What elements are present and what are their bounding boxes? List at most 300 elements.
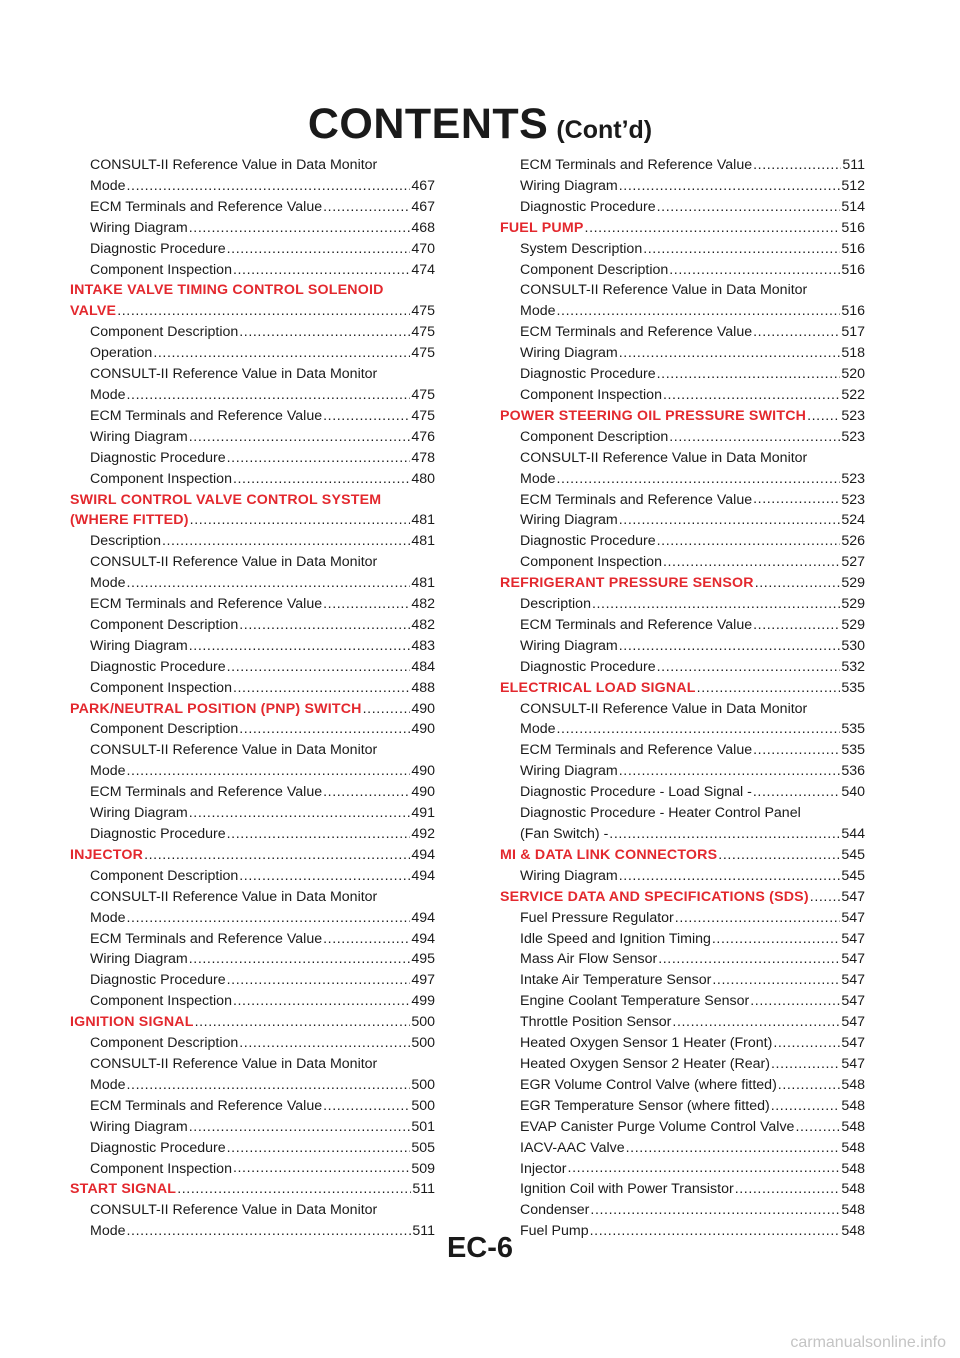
toc-entry-label: Component Inspection <box>90 993 232 1010</box>
toc-entry-label: INTAKE VALVE TIMING CONTROL SOLENOID <box>70 282 384 299</box>
dot-leader <box>619 866 841 887</box>
toc-entry-label: Diagnostic Procedure <box>90 972 226 989</box>
toc-entry-label: Fuel Pressure Regulator <box>520 909 674 926</box>
toc-entry-label: CONSULT-II Reference Value in Data Monitor <box>90 742 378 759</box>
toc-entry-label: CONSULT-II Reference Value in Data Monitor <box>90 157 378 173</box>
dot-leader <box>773 1033 840 1054</box>
toc-entry[interactable] <box>70 197 435 218</box>
toc-entry[interactable] <box>70 615 435 636</box>
toc-entry-label: Wiring Diagram <box>520 637 618 654</box>
toc-entry[interactable] <box>70 970 435 991</box>
toc-entry-page: 527 <box>841 554 865 571</box>
dot-leader <box>753 740 840 761</box>
toc-entry-label: Ignition Coil with Power Transistor <box>520 1181 734 1198</box>
toc-entry-label: CONSULT-II Reference Value in Data Monitor <box>90 366 378 383</box>
dot-leader <box>189 1117 411 1138</box>
toc-entry[interactable] <box>70 1200 435 1221</box>
toc-entry[interactable] <box>500 657 865 678</box>
toc-entry-label: ECM Terminals and Reference Value <box>520 491 753 508</box>
dot-leader <box>619 636 841 657</box>
toc-entry[interactable] <box>70 1096 435 1117</box>
toc-entry[interactable] <box>70 176 435 197</box>
toc-entry[interactable] <box>500 176 865 197</box>
toc-entry[interactable] <box>500 427 865 448</box>
dot-leader <box>750 991 840 1012</box>
toc-entry-label: SWIRL CONTROL VALVE CONTROL SYSTEM <box>70 491 382 508</box>
dot-leader <box>162 531 410 552</box>
toc-entry-page: 494 <box>411 930 435 947</box>
toc-entry[interactable] <box>70 1033 435 1054</box>
toc-entry-label: VALVE <box>70 303 117 320</box>
toc-entry-label: Diagnostic Procedure <box>90 240 226 257</box>
toc-entry-label: Mode <box>90 763 126 780</box>
toc-entry-label: CONSULT-II Reference Value in Data Monitor <box>520 282 808 299</box>
toc-entry-page: 490 <box>411 784 435 801</box>
toc-entry-page: 545 <box>841 846 865 863</box>
page-title <box>0 100 960 149</box>
toc-entry[interactable] <box>500 301 865 322</box>
toc-entry[interactable] <box>70 1054 435 1075</box>
toc-entry[interactable] <box>70 239 435 260</box>
toc-entry-page: 468 <box>411 219 435 236</box>
toc-entry-page: 548 <box>841 1181 865 1198</box>
dot-leader <box>669 260 840 281</box>
toc-entry[interactable] <box>500 280 865 301</box>
toc-entry-page: 475 <box>411 407 435 424</box>
toc-entry-page: 476 <box>411 428 435 445</box>
toc-entry[interactable] <box>500 155 865 176</box>
toc-entry[interactable] <box>500 636 865 657</box>
toc-entry-page: 522 <box>841 386 865 403</box>
toc-entry-page: 547 <box>841 909 865 926</box>
toc-entry[interactable] <box>500 531 865 552</box>
toc-entry[interactable] <box>70 343 435 364</box>
dot-leader <box>127 573 411 594</box>
toc-entry-label: Component Inspection <box>520 554 662 571</box>
toc-entry-label: CONSULT-II Reference Value in Data Monitor <box>90 554 378 571</box>
toc-entry-label: ECM Terminals and Reference Value <box>520 616 753 633</box>
toc-entry-label: CONSULT-II Reference Value in Data Monitor <box>90 888 378 905</box>
dot-leader <box>189 218 411 239</box>
toc-entry[interactable] <box>70 594 435 615</box>
toc-entry-page: 545 <box>841 867 865 884</box>
dot-leader <box>117 301 410 322</box>
toc-entry-label: Component Description <box>90 616 239 633</box>
toc-entry-label: EVAP Canister Purge Volume Control Valve <box>520 1118 795 1135</box>
toc-entry-page: 517 <box>841 324 865 341</box>
toc-entry-label: Diagnostic Procedure <box>520 366 656 383</box>
toc-entry[interactable] <box>70 1159 435 1180</box>
dot-leader <box>323 1096 410 1117</box>
toc-entry-label: Diagnostic Procedure - Heater Control Panel <box>520 805 801 822</box>
dot-leader <box>363 699 411 720</box>
toc-entry[interactable] <box>70 678 435 699</box>
dot-leader <box>177 1179 411 1200</box>
toc-entry[interactable] <box>500 740 865 761</box>
toc-entry[interactable] <box>500 991 865 1012</box>
toc-entry[interactable] <box>70 552 435 573</box>
toc-entry-label: ECM Terminals and Reference Value <box>90 1097 323 1114</box>
toc-entry[interactable] <box>70 1138 435 1159</box>
toc-entry-label: Wiring Diagram <box>90 219 188 236</box>
dot-leader <box>585 218 841 239</box>
toc-entry-label: FUEL PUMP <box>500 219 584 236</box>
toc-entry-page: 467 <box>411 177 435 194</box>
toc-entry-label: Wiring Diagram <box>90 428 188 445</box>
toc-entry-page: 495 <box>411 951 435 968</box>
dot-leader <box>657 531 841 552</box>
toc-entry[interactable] <box>500 510 865 531</box>
dot-leader <box>323 594 410 615</box>
toc-entry[interactable] <box>500 970 865 991</box>
toc-entry-page: 547 <box>841 993 865 1010</box>
toc-entry[interactable] <box>70 866 435 887</box>
title-subtitle: (Cont’d) <box>556 116 653 144</box>
toc-entry-page: 540 <box>841 784 865 801</box>
toc-entry-page: 548 <box>841 1139 865 1156</box>
toc-entry-label: Mode <box>520 470 556 487</box>
toc-entry-page: 475 <box>411 303 435 320</box>
toc-entry-page: 535 <box>841 721 865 738</box>
toc-entry-label: Wiring Diagram <box>520 763 618 780</box>
page-number: EC-6 <box>446 1232 514 1264</box>
toc-entry[interactable] <box>70 448 435 469</box>
toc-entry[interactable] <box>70 657 435 678</box>
toc-entry-label: Diagnostic Procedure <box>520 658 656 675</box>
dot-leader <box>239 1033 410 1054</box>
dot-leader <box>643 239 840 260</box>
dot-leader <box>144 845 410 866</box>
dot-leader <box>753 615 840 636</box>
toc-entry[interactable] <box>500 260 865 281</box>
toc-entry[interactable] <box>500 929 865 950</box>
toc-section-entry[interactable] <box>500 887 865 908</box>
dot-leader <box>227 1138 411 1159</box>
dot-leader <box>190 510 411 531</box>
toc-entry-label: Component Description <box>520 428 669 445</box>
toc-column-right <box>500 155 865 1242</box>
toc-entry-page: 520 <box>841 366 865 383</box>
toc-entry[interactable] <box>500 385 865 406</box>
toc-entry-page: 548 <box>841 1097 865 1114</box>
toc-entry[interactable] <box>500 239 865 260</box>
dot-leader <box>233 678 410 699</box>
toc-entry-page: 467 <box>411 198 435 215</box>
toc-entry-page: 548 <box>841 1160 865 1177</box>
toc-section-entry[interactable] <box>70 301 435 322</box>
toc-entry-label: EGR Volume Control Valve (where fitted) <box>520 1076 777 1093</box>
toc-entry[interactable] <box>70 1117 435 1138</box>
toc-entry-label: Mode <box>520 303 556 320</box>
toc-entry[interactable] <box>500 197 865 218</box>
toc-section-entry[interactable] <box>500 218 865 239</box>
toc-section-entry[interactable] <box>70 510 435 531</box>
toc-entry-page: 523 <box>841 407 865 424</box>
toc-entry-label: System Description <box>520 240 643 257</box>
toc-entry[interactable] <box>70 364 435 385</box>
dot-leader <box>323 197 410 218</box>
toc-entry-label: PARK/NEUTRAL POSITION (PNP) SWITCH <box>70 700 362 717</box>
toc-entry-page: 547 <box>841 1014 865 1031</box>
toc-entry-page: 475 <box>411 345 435 362</box>
toc-section-entry[interactable] <box>500 678 865 699</box>
toc-entry[interactable] <box>70 469 435 490</box>
toc-entry[interactable] <box>500 1054 865 1075</box>
toc-entry-page: 516 <box>841 240 865 257</box>
toc-entry[interactable] <box>500 1179 865 1200</box>
toc-section-entry[interactable] <box>70 280 435 301</box>
toc-entry-page: 501 <box>411 1118 435 1135</box>
dot-leader <box>771 1054 840 1075</box>
toc-entry[interactable] <box>500 490 865 511</box>
toc-entry-label: Condenser <box>520 1202 590 1219</box>
dot-leader <box>557 301 841 322</box>
toc-entry[interactable] <box>70 1075 435 1096</box>
toc-entry[interactable] <box>500 824 865 845</box>
toc-entry-page: 529 <box>841 596 865 613</box>
toc-entry[interactable] <box>500 699 865 720</box>
watermark: carmanualsonline.info <box>790 1334 946 1351</box>
dot-leader <box>189 949 411 970</box>
toc-entry[interactable] <box>70 636 435 657</box>
toc-entry[interactable] <box>500 594 865 615</box>
toc-entry-label: Component Inspection <box>520 386 662 403</box>
toc-entry[interactable] <box>70 406 435 427</box>
toc-entry-label: Component Description <box>520 261 669 278</box>
toc-entry[interactable] <box>500 322 865 343</box>
toc-entry-label: Mode <box>90 909 126 926</box>
toc-section-entry[interactable] <box>500 845 865 866</box>
toc-entry-label: Mode <box>90 1076 126 1093</box>
toc-entry[interactable] <box>70 218 435 239</box>
dot-leader <box>619 343 841 364</box>
dot-leader <box>735 1179 841 1200</box>
toc-entry[interactable] <box>500 1075 865 1096</box>
toc-entry-label: ECM Terminals and Reference Value <box>90 930 323 947</box>
dot-leader <box>619 510 841 531</box>
toc-entry[interactable] <box>70 385 435 406</box>
dot-leader <box>127 176 411 197</box>
toc-entry[interactable] <box>500 448 865 469</box>
toc-entry-label: Diagnostic Procedure <box>90 449 226 466</box>
dot-leader <box>557 469 841 490</box>
toc-entry[interactable] <box>500 343 865 364</box>
toc-entry-label: (Fan Switch) - <box>520 826 609 842</box>
dot-leader <box>127 761 411 782</box>
toc-entry-label: ECM Terminals and Reference Value <box>90 784 323 801</box>
dot-leader <box>189 427 411 448</box>
toc-entry[interactable] <box>500 949 865 970</box>
toc-entry-label: Wiring Diagram <box>520 177 618 194</box>
toc-entry[interactable] <box>500 761 865 782</box>
toc-entry-page: 481 <box>411 512 435 529</box>
toc-section-entry[interactable] <box>70 699 435 720</box>
toc-entry-label: Heated Oxygen Sensor 2 Heater (Rear) <box>520 1055 770 1072</box>
toc-section-entry[interactable] <box>70 845 435 866</box>
toc-section-entry[interactable] <box>70 1179 435 1200</box>
toc-entry-label: Idle Speed and Ignition Timing <box>520 930 711 947</box>
dot-leader <box>778 1075 841 1096</box>
toc-entry[interactable] <box>500 364 865 385</box>
toc-entry[interactable] <box>70 803 435 824</box>
toc-entry-page: 492 <box>411 826 435 842</box>
dot-leader <box>712 929 840 950</box>
toc-entry-page: 482 <box>411 616 435 633</box>
toc-entry[interactable] <box>500 1096 865 1117</box>
toc-entry-page: 494 <box>411 867 435 884</box>
toc-entry-label: Mode <box>90 177 126 194</box>
toc-entry[interactable] <box>500 1012 865 1033</box>
toc-entry-page: 500 <box>411 1097 435 1114</box>
toc-entry[interactable] <box>70 531 435 552</box>
toc-column-left <box>70 155 435 1242</box>
dot-leader <box>233 991 410 1012</box>
toc-entry-page: 516 <box>841 261 865 278</box>
dot-leader <box>239 322 410 343</box>
toc-entry-label: Component Description <box>90 721 239 738</box>
dot-leader <box>233 260 410 281</box>
toc-entry[interactable] <box>500 1159 865 1180</box>
toc-entry-page: 470 <box>411 240 435 257</box>
toc-entry-label: CONSULT-II Reference Value in Data Monitor <box>520 449 808 466</box>
toc-entry[interactable] <box>500 782 865 803</box>
toc-entry-label: Wiring Diagram <box>520 867 618 884</box>
toc-entry[interactable] <box>70 740 435 761</box>
dot-leader <box>755 573 841 594</box>
toc-entry[interactable] <box>500 1033 865 1054</box>
toc-entry-label: Diagnostic Procedure <box>90 826 226 842</box>
toc-entry[interactable] <box>70 991 435 1012</box>
toc-entry-page: 494 <box>411 909 435 926</box>
toc-entry-page: 516 <box>841 219 865 236</box>
toc-entry[interactable] <box>500 1138 865 1159</box>
toc-entry-page: 478 <box>411 449 435 466</box>
toc-entry[interactable] <box>500 908 865 929</box>
toc-entry-label: CONSULT-II Reference Value in Data Monitor <box>90 1202 378 1219</box>
toc-entry-label: Component Description <box>90 867 239 884</box>
toc-entry[interactable] <box>70 782 435 803</box>
dot-leader <box>807 406 840 427</box>
toc-entry-label: POWER STEERING OIL PRESSURE SWITCH <box>500 407 807 424</box>
dot-leader <box>127 1075 411 1096</box>
toc-entry-label: Component Inspection <box>90 1160 232 1177</box>
toc-entry-page: 497 <box>411 972 435 989</box>
dot-leader <box>239 866 410 887</box>
toc-entry-label: CONSULT-II Reference Value in Data Monitor <box>90 1055 378 1072</box>
toc-entry[interactable] <box>500 1117 865 1138</box>
toc-entry-page: 526 <box>841 533 865 550</box>
toc-entry-label: Description <box>520 596 591 613</box>
toc-entry-page: 547 <box>841 1055 865 1072</box>
dot-leader <box>239 719 410 740</box>
toc-entry-label: ECM Terminals and Reference Value <box>520 324 753 341</box>
toc-section-entry[interactable] <box>500 573 865 594</box>
toc-section-entry[interactable] <box>70 490 435 511</box>
toc-entry-label: ECM Terminals and Reference Value <box>90 596 323 613</box>
toc-entry-page: 484 <box>411 658 435 675</box>
dot-leader <box>657 197 841 218</box>
toc-entry[interactable] <box>70 949 435 970</box>
toc-entry-page: 511 <box>842 157 865 173</box>
toc-entry-page: 547 <box>841 972 865 989</box>
dot-leader <box>663 552 840 573</box>
toc-entry[interactable] <box>70 260 435 281</box>
toc-entry-page: 475 <box>411 324 435 341</box>
toc-entry[interactable] <box>70 908 435 929</box>
toc-entry-label: IACV-AAC Valve <box>520 1139 625 1156</box>
toc-entry-label: Wiring Diagram <box>90 805 188 822</box>
dot-leader <box>669 427 840 448</box>
toc-entry-label: Diagnostic Procedure <box>520 198 656 215</box>
toc-section-entry[interactable] <box>70 1012 435 1033</box>
dot-leader <box>227 239 411 260</box>
toc-entry-page: 500 <box>411 1014 435 1031</box>
dot-leader <box>127 385 411 406</box>
toc-entry[interactable] <box>70 427 435 448</box>
toc-entry-page: 500 <box>411 1076 435 1093</box>
toc-entry[interactable] <box>70 761 435 782</box>
dot-leader <box>609 824 840 845</box>
dot-leader <box>718 845 840 866</box>
toc-entry[interactable] <box>70 322 435 343</box>
toc-entry-label: (WHERE FITTED) <box>70 512 189 529</box>
dot-leader <box>753 322 840 343</box>
dot-leader <box>189 636 411 657</box>
toc-entry-label: ECM Terminals and Reference Value <box>90 407 323 424</box>
toc-entry-label: Operation <box>90 345 153 362</box>
toc-entry-page: 518 <box>841 345 865 362</box>
toc-entry[interactable] <box>500 552 865 573</box>
toc-entry[interactable] <box>70 573 435 594</box>
dot-leader <box>771 1096 841 1117</box>
toc-entry[interactable] <box>70 887 435 908</box>
dot-leader <box>189 803 411 824</box>
toc-entry-label: Wiring Diagram <box>90 1118 188 1135</box>
toc-entry-page: 523 <box>841 470 865 487</box>
toc-entry-label: MI & DATA LINK CONNECTORS <box>500 846 718 863</box>
dot-leader <box>658 949 840 970</box>
dot-leader <box>753 782 840 803</box>
toc-entry[interactable] <box>500 615 865 636</box>
toc-entry-page: 474 <box>411 261 435 278</box>
toc-entry[interactable] <box>70 719 435 740</box>
toc-entry[interactable] <box>500 719 865 740</box>
toc-entry-label: Component Inspection <box>90 261 232 278</box>
toc-entry-page: 544 <box>841 826 865 842</box>
toc-entry[interactable] <box>70 929 435 950</box>
toc-entry[interactable] <box>500 1200 865 1221</box>
toc-entry-page: 488 <box>411 679 435 696</box>
dot-leader <box>557 719 841 740</box>
dot-leader <box>795 1117 840 1138</box>
toc-entry-label: INJECTOR <box>70 846 144 863</box>
toc-entry-label: Throttle Position Sensor <box>520 1014 672 1031</box>
toc-entry-page: 500 <box>411 1035 435 1052</box>
toc-entry[interactable] <box>70 824 435 845</box>
toc-entry-label: ECM Terminals and Reference Value <box>520 742 753 759</box>
toc-entry-page: 509 <box>411 1160 435 1177</box>
dot-leader <box>227 657 411 678</box>
toc-entry[interactable] <box>500 803 865 824</box>
toc-entry-label: Component Inspection <box>90 470 232 487</box>
toc-section-entry[interactable] <box>500 406 865 427</box>
toc-entry[interactable] <box>500 866 865 887</box>
toc-entry-page: 524 <box>841 512 865 529</box>
dot-leader <box>657 657 841 678</box>
toc-entry[interactable] <box>500 469 865 490</box>
toc-entry[interactable] <box>70 155 435 176</box>
toc-entry-label: Wiring Diagram <box>90 951 188 968</box>
